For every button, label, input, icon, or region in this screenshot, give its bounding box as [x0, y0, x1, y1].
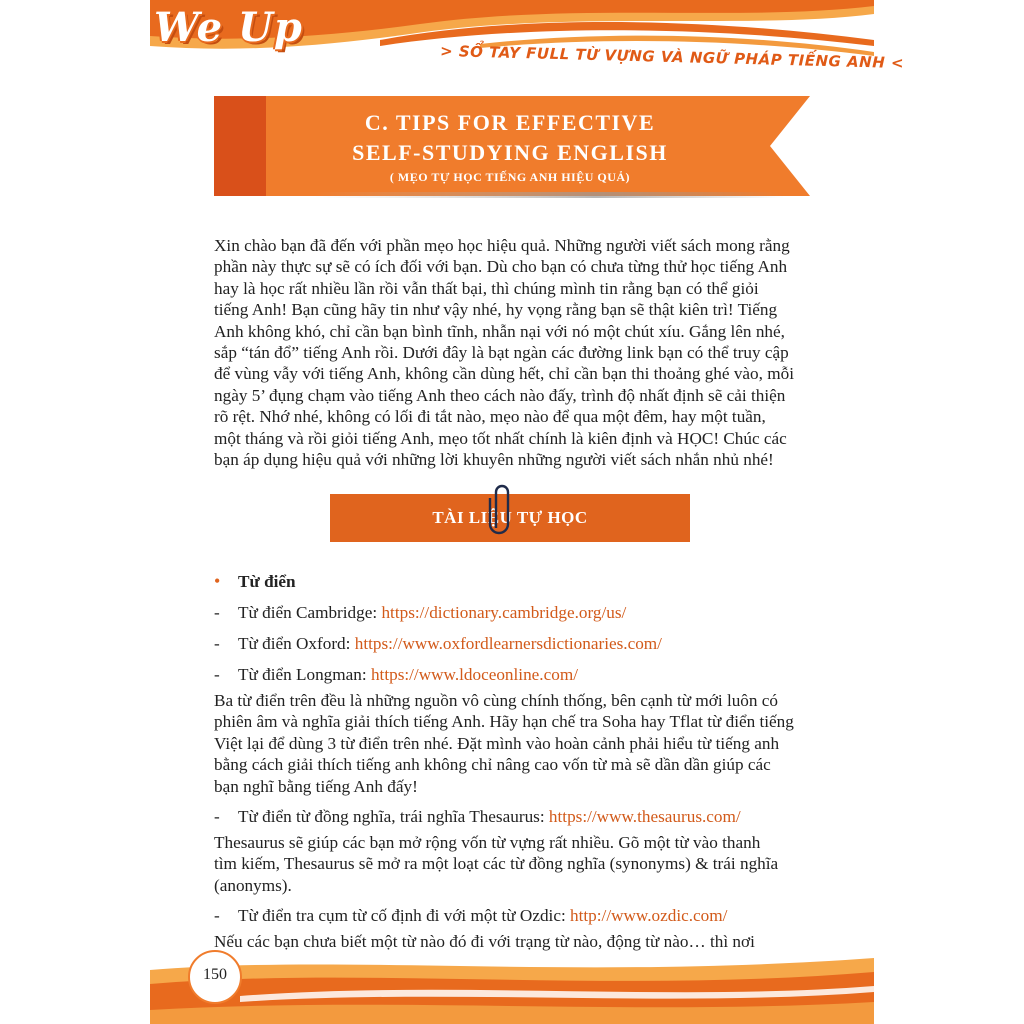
text-line: sắp “tán đổ” tiếng Anh rồi. Dưới đây là bạt ngàn các đường link bạn có thể truy cập — [214, 343, 789, 363]
dash-marker: - — [214, 906, 220, 925]
dict-label: Từ điển Cambridge: — [238, 603, 382, 622]
banner-line-2: SELF-STUDYING ENGLISH — [352, 140, 668, 165]
text-line: một tháng và rồi giỏi tiếng Anh, mẹo tốt nhất chính là kiên định và HỌC! Chúc các — [214, 428, 787, 448]
dict-label: Từ điển từ đồng nghĩa, trái nghĩa Thesaurus: — [238, 807, 549, 826]
dash-marker: - — [214, 665, 220, 684]
text-line: bạn nghĩ bằng tiếng Anh đấy! — [214, 776, 418, 796]
intro-paragraph — [214, 235, 814, 470]
list-item-ozdic — [214, 905, 727, 927]
header-title-text: SỔ TAY FULL TỪ VỰNG VÀ NGỮ PHÁP TIẾNG ANH — [458, 42, 886, 72]
footer-wave-decoration — [150, 950, 874, 1024]
dict-label: Từ điển tra cụm từ cố định đi với một từ Ozdic: — [238, 906, 571, 925]
text-line: (anonyms). — [214, 875, 292, 895]
dash-marker: - — [214, 634, 220, 653]
list-item-thesaurus — [214, 806, 741, 828]
dictionary-paragraph — [214, 690, 814, 797]
banner-text — [214, 96, 806, 185]
text-line: tìm kiếm, Thesaurus sẽ mở ra một loạt các từ đồng nghĩa (synonyms) & trái nghĩa — [214, 854, 779, 874]
text-line: Việt lại để dùng 3 từ điển trên nhé. Đặt mình vào hoàn cảnh phải hiểu từ tiếng anh — [214, 733, 780, 753]
dict-label: Từ điển Longman: — [238, 665, 371, 684]
thesaurus-paragraph — [214, 832, 814, 896]
longman-link[interactable]: https://www.ldoceonline.com/ — [370, 665, 578, 684]
text-line: bạn áp dụng hiệu quả với những lời khuyên những người viết sách nhắn nhủ nhé! — [214, 450, 774, 470]
dictionary-heading-label: Từ điển — [238, 572, 296, 591]
list-item-cambridge — [214, 602, 626, 624]
weup-logo: We Up — [154, 4, 303, 51]
text-line: Ba từ điển trên đều là những nguồn vô cùng chính thống, bên cạnh từ mới luôn có — [214, 691, 779, 710]
thesaurus-link[interactable]: https://www.thesaurus.com/ — [548, 807, 741, 826]
oxford-link[interactable]: https://www.oxfordlearnersdictionaries.com/ — [354, 634, 662, 653]
paperclip-icon — [490, 484, 514, 536]
section-heading-text: TÀI LIỆU TỰ HỌC — [432, 508, 588, 527]
text-line: tiếng Anh! Bạn cũng hãy tin như vậy nhé, hy vọng rằng bạn sẽ thật kiên trì! Tiếng — [214, 300, 778, 320]
text-line: để vùng vẫy với tiếng Anh, không cần dùng hết, chỉ cần bạn thi thoảng ghé vào, mỗi — [214, 364, 794, 384]
text-line: rõ rệt. Nhớ nhé, không có lối đi tắt nào, mẹo nào để qua một đêm, hay một tuần, — [214, 407, 766, 427]
text-line: Anh không khó, chỉ cần bạn bình tĩnh, nhẫn nại với nó một chút xíu. Gắng lên nhé, — [214, 321, 785, 341]
dictionary-heading — [214, 570, 296, 593]
text-line: Thesaurus sẽ giúp các bạn mở rộng vốn từ vựng rất nhiều. Gõ một từ vào thanh — [214, 833, 761, 852]
list-item-longman — [214, 664, 578, 686]
dash-marker: - — [214, 603, 220, 622]
bullet-icon: • — [214, 571, 221, 591]
page-number: 150 — [203, 966, 227, 983]
list-item-oxford — [214, 633, 662, 655]
text-line: bằng cách giải thích tiếng anh không chỉ nâng cao vốn từ mà sẽ dần dần giúp các — [214, 755, 771, 775]
text-line: hay là học rất nhiều lần rồi vẫn thất bại, thì chúng mình tin rằng bạn có thể giỏi — [214, 278, 759, 298]
cambridge-link[interactable]: https://dictionary.cambridge.org/us/ — [381, 603, 627, 622]
banner-line-1: C. TIPS FOR EFFECTIVE — [364, 110, 656, 135]
document-page — [150, 0, 905, 1024]
ozdic-link[interactable]: http://www.ozdic.com/ — [570, 906, 728, 925]
text-line: phiên âm và nghĩa giải thích tiếng Anh. Hãy hạn chế tra Soha hay Tflat từ điển tiếng — [214, 712, 794, 732]
text-line: Xin chào bạn đã đến với phần mẹo học hiệu quả. Những người viết sách mong rằng — [214, 236, 790, 255]
dash-marker: - — [214, 807, 220, 826]
text-line: ngày 5’ đụng chạm vào tiếng Anh theo cách nào đấy, trình độ nhất định sẽ cải thiện — [214, 385, 786, 405]
text-line: phần này thực sự sẽ có ích đối với bạn. Dù cho bạn có chưa từng thử học tiếng Anh — [214, 257, 788, 277]
header-title: > SỔ TAY FULL TỪ VỰNG VÀ NGỮ PHÁP TIẾNG ANH < — [439, 41, 905, 73]
banner-subtitle: ( MẸO TỰ HỌC TIẾNG ANH HIỆU QUẢ) — [389, 170, 631, 184]
text-line: Nếu các bạn chưa biết một từ nào đó đi với trạng từ nào, động từ nào… thì nơi — [214, 932, 755, 951]
dict-label: Từ điển Oxford: — [238, 634, 355, 653]
